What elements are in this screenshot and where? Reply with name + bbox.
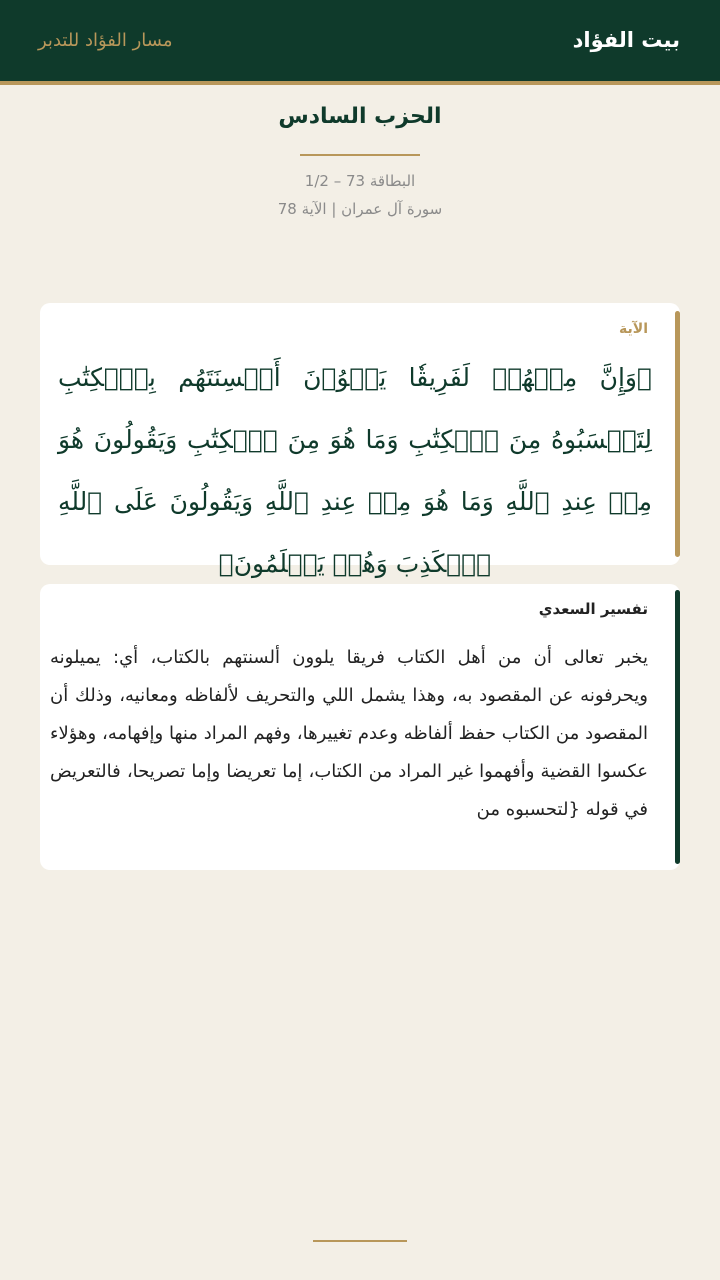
app-subtitle[interactable]: مسار الفؤاد للتدبر [38,30,173,51]
app-title: بيت الفؤاد [572,28,680,52]
hizb-title: الحزب السادس [278,104,442,129]
tafsir-text[interactable]: يخبر تعالى أن من أهل الكتاب فريقا يلوون ألسنتهم بالكتاب، أي: يميلونه ويحرفونه عن المقصود به، وهذا يشمل اللي والتحريف لألفاظه ومعانيه، وذلك أن المقصود من الكتاب حفظ ألفاظه وعدم تغييرها، وفهم المراد منها وإفهامه، وهؤلاء عكسوا القضية وأفهموا غير المراد من الكتاب، إما تعريضا وإما تصريحا، فالتعريض في قوله {لتحسبوه من [50,647,648,820]
app-header [0,0,720,85]
ayah-accent-bar [675,311,680,557]
ayah-label: الآية [619,321,648,337]
ayah-card [40,303,680,578]
tafsir-card[interactable] [40,584,680,870]
surah-reference: سورة آل عمران | الآية 78 [277,200,443,218]
card-number: البطاقة 73 – 1/2 [304,172,416,190]
title-divider [300,154,420,156]
tafsir-accent-bar [675,590,680,864]
tafsir-label: تفسير السعدي [538,600,648,618]
ayah-text: ﴿وَإِنَّ مِنۡهُمۡ لَفَرِيقٗا يَلۡوُۥنَ أَلۡسِنَتَهُم بِٱلۡكِتَٰبِ لِتَحۡسَبُوهُ مِنَ ٱلۡكِتَٰبِ وَمَا هُوَ مِنَ ٱلۡكِتَٰبِ وَيَقُولُونَ هُوَ مِنۡ عِندِ ٱللَّهِ وَمَا هُوَ مِنۡ عِندِ ٱللَّهِ وَيَقُولُونَ عَلَى ٱللَّهِ ٱلۡكَذِبَ وَهُمۡ يَعۡلَمُونَ﴾ [58,363,652,578]
page-indicator [313,1240,407,1242]
